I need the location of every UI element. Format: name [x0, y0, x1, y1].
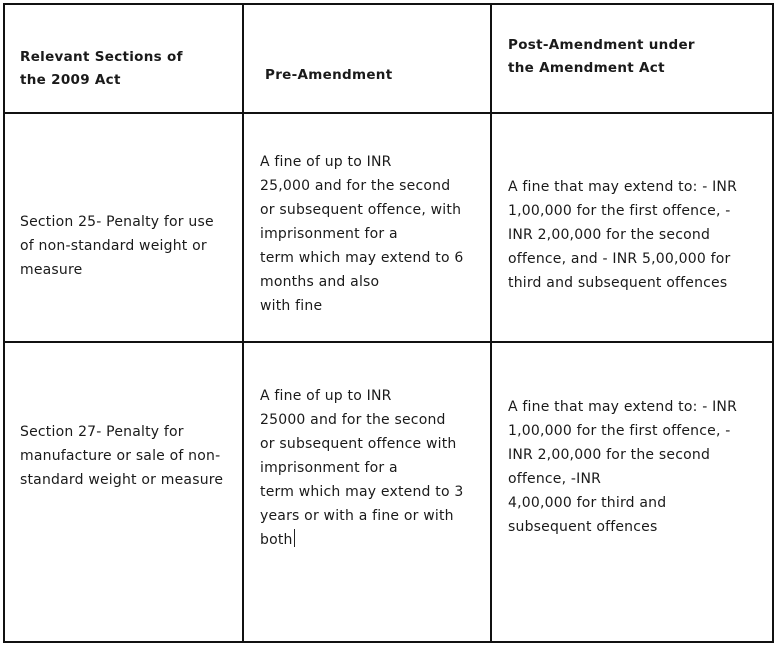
text-line: 4,00,000 for third and — [508, 495, 667, 511]
header-line: the 2009 Act — [20, 72, 121, 88]
text-line: 1,00,000 for the first offence, - — [508, 423, 731, 439]
table-divider-row1 — [3, 341, 774, 343]
text-line: 25000 and for the second — [260, 412, 446, 428]
text-line-with-caret — [260, 528, 463, 552]
header-line: Relevant Sections of — [20, 49, 183, 65]
text-line: 25,000 and for the second — [260, 178, 451, 194]
text-line: measure — [20, 262, 83, 278]
text-line: 1,00,000 for the first offence, - — [508, 203, 731, 219]
text-line: offence, and - INR 5,00,000 for — [508, 251, 731, 267]
text-line: both — [260, 532, 293, 548]
text-line: subsequent offences — [508, 519, 658, 535]
row2-pre-cell[interactable] — [260, 384, 463, 552]
text-line: third and subsequent offences — [508, 275, 728, 291]
table-border-right — [772, 3, 774, 643]
text-line: Section 25- Penalty for use — [20, 214, 214, 230]
table-divider-col2 — [490, 3, 492, 643]
text-line: imprisonment for a — [260, 460, 398, 476]
text-line: months and also — [260, 274, 380, 290]
row2-section-cell — [20, 420, 223, 492]
text-line: Section 27- Penalty for — [20, 424, 184, 440]
text-line: of non-standard weight or — [20, 238, 207, 254]
text-line: with fine — [260, 298, 323, 314]
text-line: years or with a fine or with — [260, 508, 454, 524]
table-border-top — [3, 3, 774, 5]
table-divider-header — [3, 112, 774, 114]
text-line: or subsequent offence with — [260, 436, 457, 452]
text-line: A fine that may extend to: - INR — [508, 179, 738, 195]
text-line: manufacture or sale of non- — [20, 448, 221, 464]
row1-section-cell — [20, 210, 214, 282]
text-line: or subsequent offence, with — [260, 202, 462, 218]
table-divider-col1 — [242, 3, 244, 643]
text-line: term which may extend to 3 — [260, 484, 464, 500]
text-line: A fine of up to INR — [260, 388, 392, 404]
text-line: A fine of up to INR — [260, 154, 392, 170]
text-line: standard weight or measure — [20, 472, 224, 488]
header-line: the Amendment Act — [508, 60, 665, 76]
text-cursor — [294, 529, 295, 547]
row1-pre-cell — [260, 150, 463, 318]
table-border-left — [3, 3, 5, 643]
header-pre-amendment — [265, 64, 392, 87]
text-line: offence, -INR — [508, 471, 602, 487]
header-post-amendment — [508, 34, 695, 80]
text-line: imprisonment for a — [260, 226, 398, 242]
text-line: term which may extend to 6 — [260, 250, 464, 266]
row2-post-cell — [508, 395, 737, 539]
header-line: Pre-Amendment — [265, 67, 393, 83]
text-line: INR 2,00,000 for the second — [508, 447, 711, 463]
text-line: INR 2,00,000 for the second — [508, 227, 711, 243]
text-line: A fine that may extend to: - INR — [508, 399, 738, 415]
header-line: Post-Amendment under — [508, 37, 695, 53]
row1-post-cell — [508, 175, 737, 295]
header-relevant-sections — [20, 46, 183, 92]
table-border-bottom — [3, 641, 774, 643]
